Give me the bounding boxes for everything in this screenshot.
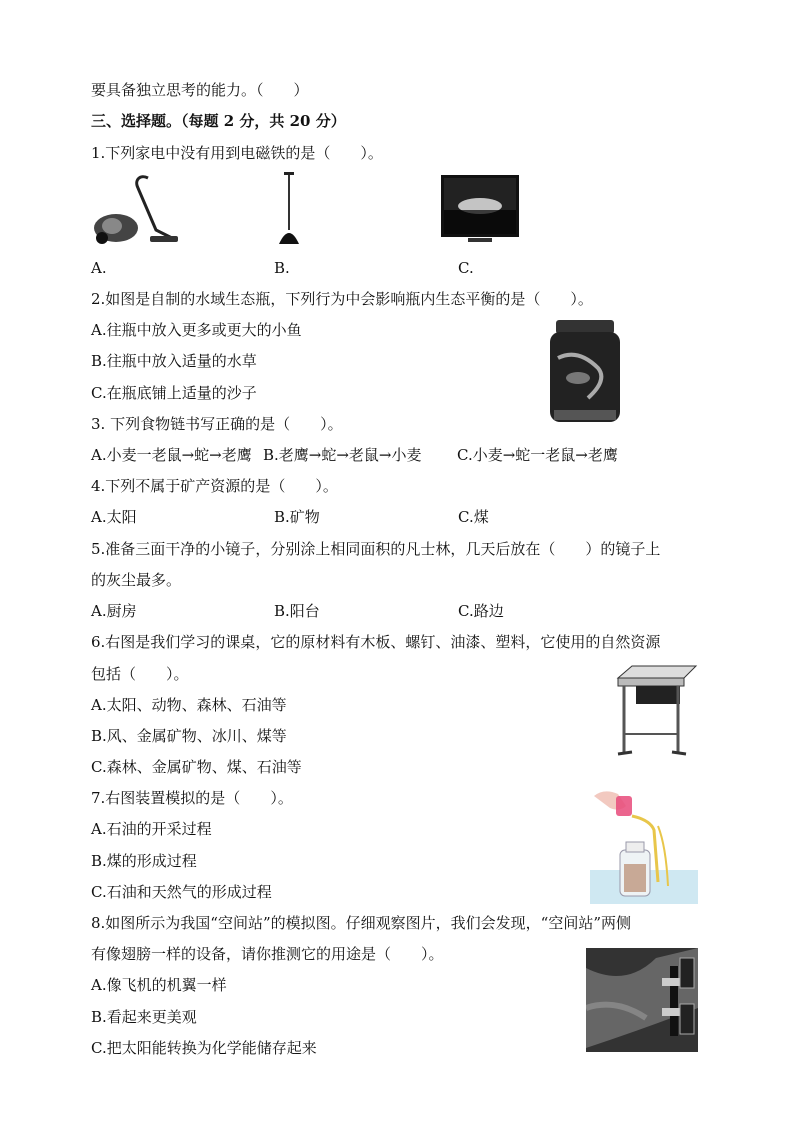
question-1: 1.下列家电中没有用到电磁铁的是（ ）。 xyxy=(91,144,383,162)
question-3: 3. 下列食物链书写正确的是（ ）。 xyxy=(91,415,343,433)
question-8: 8.如图所示为我国“空间站”的模拟图。仔细观察图片，我们会发现，“空间站”两侧 xyxy=(91,914,631,932)
option-c: C.把太阳能转换为化学能储存起来 xyxy=(91,1039,317,1057)
option-a: A.厨房 xyxy=(91,602,137,620)
space-station-image xyxy=(586,948,698,1052)
option-c: C.路边 xyxy=(458,602,504,620)
option-a: A.太阳、动物、森林、石油等 xyxy=(91,696,287,714)
option-c: C. xyxy=(458,259,474,277)
option-c: C.小麦→蛇一老鼠→老鹰 xyxy=(457,446,618,464)
option-c: C.石油和天然气的形成过程 xyxy=(91,883,272,901)
question-6: 6.右图是我们学习的课桌，它的原材料有木板、螺钉、油漆、塑料，它使用的自然资源 xyxy=(91,633,661,651)
question-8-cont: 有像翅膀一样的设备，请你推测它的用途是（ ）。 xyxy=(91,945,444,963)
ecology-bottle-image xyxy=(548,318,622,424)
pendant-lamp-image xyxy=(277,172,301,246)
question-5: 5.准备三面干净的小镜子，分别涂上相同面积的凡士林，几天后放在（ ）的镜子上 xyxy=(91,540,661,558)
option-b: B.老鹰→蛇→老鼠→小麦 xyxy=(263,446,422,464)
experiment-apparatus-image xyxy=(590,786,698,904)
television-image xyxy=(440,174,520,246)
section-heading: 三、选择题。（每题 2 分，共 20 分） xyxy=(91,112,346,130)
school-desk-image xyxy=(614,664,698,760)
question-7: 7.右图装置模拟的是（ ）。 xyxy=(91,789,293,807)
option-b: B.煤的形成过程 xyxy=(91,852,197,870)
option-b: B.看起来更美观 xyxy=(91,1008,197,1026)
option-a: A.像飞机的机翼一样 xyxy=(91,976,227,994)
question-4: 4.下列不属于矿产资源的是（ ）。 xyxy=(91,477,338,495)
option-a: A. xyxy=(91,259,107,277)
option-b: B. xyxy=(274,259,290,277)
option-b: B.阳台 xyxy=(274,602,320,620)
vacuum-cleaner-image xyxy=(90,170,182,248)
question-6-cont: 包括（ ）。 xyxy=(91,665,189,683)
question-2: 2.如图是自制的水域生态瓶，下列行为中会影响瓶内生态平衡的是（ ）。 xyxy=(91,290,593,308)
question-5-cont: 的灰尘最多。 xyxy=(91,571,182,589)
option-a: A.太阳 xyxy=(91,508,137,526)
option-b: B.往瓶中放入适量的水草 xyxy=(91,352,257,370)
option-c: C.森林、金属矿物、煤、石油等 xyxy=(91,758,302,776)
question-line: 要具备独立思考的能力。（ ） xyxy=(91,81,309,99)
option-b: B.矿物 xyxy=(274,508,320,526)
option-a: A.石油的开采过程 xyxy=(91,820,212,838)
option-c: C.煤 xyxy=(458,508,489,526)
option-c: C.在瓶底铺上适量的沙子 xyxy=(91,384,257,402)
option-a: A.往瓶中放入更多或更大的小鱼 xyxy=(91,321,302,339)
option-b: B.风、金属矿物、冰川、煤等 xyxy=(91,727,287,745)
option-a: A.小麦一老鼠→蛇→老鹰 xyxy=(91,446,252,464)
